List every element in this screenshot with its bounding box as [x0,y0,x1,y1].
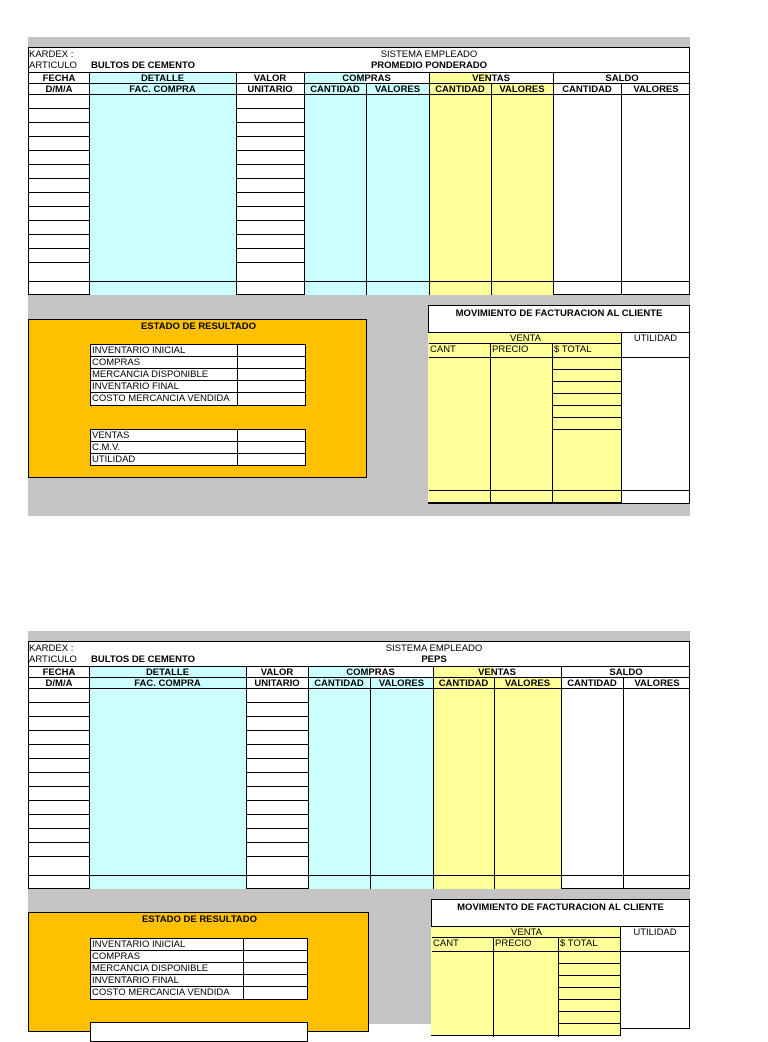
col-detalle [89,667,246,889]
grid-row-line [559,963,620,964]
grid-row-line [29,786,89,787]
cant-label: CANT [433,938,459,949]
estado-row-line [91,441,305,442]
utilidad-label: UTILIDAD [633,333,678,344]
grid-row-line [246,744,308,745]
estado-resultado-panel [28,319,367,478]
grid-row-line [246,828,308,829]
total-label: $ TOTAL [560,938,598,949]
kardex-table [28,641,690,889]
header-unitario: UNITARIO [247,84,293,95]
estado-result-table [90,429,306,466]
estado-item: COSTO MERCANCIA VENDIDA [92,393,230,404]
grid-row-line [29,730,89,731]
estado-result-divider [237,430,238,465]
header-compras-cantidad: CANTIDAD [314,678,364,689]
grid-row-line [553,417,621,418]
header-saldo-valores: VALORES [634,678,680,689]
grid-row-line [236,234,304,235]
sistema-value: PEPS [421,654,447,665]
estado-item: INVENTARIO INICIAL [92,939,186,950]
sistema-value: PROMEDIO PONDERADO [370,60,488,71]
grid-row-line [29,744,89,745]
totals-line [29,281,689,282]
estado-items-divider [237,345,238,405]
estado-title: ESTADO DE RESULTADO [140,321,257,332]
grid-row-line [559,987,620,988]
movimiento-title: MOVIMIENTO DE FACTURACION AL CLIENTE [457,902,664,913]
grid-row-line [246,730,308,731]
grid-row-line [29,150,89,151]
venta-label: VENTA [511,927,542,938]
header-unitario: UNITARIO [254,678,300,689]
estado-title: ESTADO DE RESULTADO [141,914,258,925]
estado-result-table [90,1022,308,1042]
grid-row-line [246,842,308,843]
grid-row-line [236,150,304,151]
estado-item: INVENTARIO FINAL [92,381,179,392]
totals-line [29,875,689,876]
cant-label: CANT [430,344,456,355]
sistema-label: SISTEMA EMPLEADO [385,643,483,654]
header-ventas-valores: VALORES [504,678,551,689]
col-fecha [28,95,90,295]
estado-item: INVENTARIO INICIAL [92,345,186,356]
grid-row-line [29,108,89,109]
movimiento-facturacion-table [431,899,690,1029]
grid-row-line [236,122,304,123]
sistema-label: SISTEMA EMPLEADO [380,49,478,60]
articulo-value: BULTOS DE CEMENTO [91,60,195,71]
grid-row-line [29,262,89,263]
grid-row-line [29,772,89,773]
estado-result-item: UTILIDAD [92,454,136,465]
estado-result-item: C.M.V. [92,442,121,453]
grid-row-line [29,702,89,703]
grid-row-line [553,369,621,370]
header-dma: D/M/A [45,84,73,95]
header-ventas: VENTAS [472,73,510,84]
header-saldo-valores: VALORES [633,84,679,95]
articulo-label: ARTICULO [29,654,77,665]
estado-resultado-panel [28,912,369,1032]
col-saldo-cantidad [553,73,621,295]
grid-row-line [236,206,304,207]
grid-row-line [553,405,621,406]
col-ventas-valores [491,84,553,295]
grid-row-line [29,136,89,137]
header-detalle: DETALLE [145,667,190,678]
grid-row-line [236,108,304,109]
grid-row-line [236,220,304,221]
estado-item: COSTO MERCANCIA VENDIDA [92,987,230,998]
header-ventas-valores: VALORES [499,84,545,95]
grid-row-line [29,122,89,123]
col-ventas-cantidad [433,667,494,889]
grid-row-line [29,192,89,193]
utilidad-divider [620,926,621,1036]
movimiento-totals-line [429,490,689,491]
header-dma: D/M/A [45,678,73,689]
grid-row-line [29,814,89,815]
grid-row-line [246,856,308,857]
grid-row-line [29,164,89,165]
precio-label: PRECIO [495,938,532,949]
venta-label: VENTA [510,333,541,344]
estado-item: COMPRAS [92,357,141,368]
grid-row-line [29,842,89,843]
header-saldo: SALDO [609,667,643,678]
header-fecha: FECHA [42,73,76,84]
header-saldo: SALDO [605,73,639,84]
grid-row-line [246,702,308,703]
grid-row-line [559,999,620,1000]
grid-row-line [29,856,89,857]
grid-row-line [29,220,89,221]
utilidad-label: UTILIDAD [633,927,677,938]
estado-item: COMPRAS [92,951,141,962]
grid-row-line [29,800,89,801]
col-fecha [28,689,90,889]
estado-items-table [90,344,306,406]
header-compras-valores: VALORES [378,678,425,689]
grid-row-line [29,758,89,759]
grid-row-line [246,716,308,717]
articulo-label: ARTICULO [29,60,77,71]
col-compras-valores [370,678,433,889]
header-ventas-cantidad: CANTIDAD [438,678,489,689]
grid-row-line [29,234,89,235]
grid-row-line [236,136,304,137]
grid-row-line [29,206,89,207]
col-saldo-valores [621,84,691,295]
header-compras-cantidad: CANTIDAD [310,84,360,95]
grid-row-line [246,772,308,773]
grid-row-line [553,429,621,430]
header-fecha: FECHA [42,667,76,678]
estado-item: INVENTARIO FINAL [92,975,179,986]
grid-row-line [29,248,89,249]
grid-row-line [29,178,89,179]
grid-row-line [559,975,620,976]
venta-col-divider [490,343,491,503]
col-ventas-cantidad [429,73,491,295]
col-compras-cantidad [304,73,366,295]
header-compras: COMPRAS [346,667,395,678]
estado-items-divider [243,939,244,999]
kardex-label: KARDEX : [29,643,74,654]
estado-item: MERCANCIA DISPONIBLE [92,963,209,974]
grid-row-line [559,1011,620,1012]
estado-result-item: VENTAS [92,430,130,441]
grid-row-line [246,786,308,787]
grid-row-line [29,828,89,829]
movimiento-facturacion-table [428,305,690,504]
col-saldo-cantidad [561,667,623,889]
precio-label: PRECIO [492,344,529,355]
movimiento-title: MOVIMIENTO DE FACTURACION AL CLIENTE [455,308,663,319]
venta-col-divider [493,937,494,1037]
col-saldo-valores [623,678,691,889]
header-valor: VALOR [260,667,294,678]
header-saldo-cantidad: CANTIDAD [567,678,617,689]
header-saldo-cantidad: CANTIDAD [562,84,612,95]
total-label: $ TOTAL [554,344,592,355]
grid-row-line [236,248,304,249]
col-detalle [89,73,236,295]
grid-row-line [236,178,304,179]
header-compras-valores: VALORES [374,84,421,95]
header-compras: COMPRAS [342,73,391,84]
estado-item: MERCANCIA DISPONIBLE [92,369,209,380]
col-compras-valores [366,84,429,295]
header-ventas: VENTAS [478,667,516,678]
grid-row-line [236,262,304,263]
header-fac-compra: FAC. COMPRA [134,678,201,689]
grid-row-line [246,814,308,815]
venta-sub-line [432,951,689,952]
grid-row-line [29,716,89,717]
grid-row-line [236,192,304,193]
venta-col-divider [552,343,553,503]
header-detalle: DETALLE [140,73,185,84]
kardex-label: KARDEX : [29,49,74,60]
grid-row-line [553,393,621,394]
header-ventas-cantidad: CANTIDAD [435,84,485,95]
header-valor: VALOR [253,73,287,84]
grid-row-line [246,758,308,759]
kardex-table [28,47,690,295]
header-fac-compra: FAC. COMPRA [129,84,196,95]
grid-row-line [553,381,621,382]
col-compras-cantidad [308,667,370,889]
grid-row-line [246,800,308,801]
col-ventas-valores [494,678,561,889]
grid-row-line [236,164,304,165]
venta-sub-line [429,357,689,358]
estado-items-table [90,938,308,1000]
articulo-value: BULTOS DE CEMENTO [91,654,195,665]
